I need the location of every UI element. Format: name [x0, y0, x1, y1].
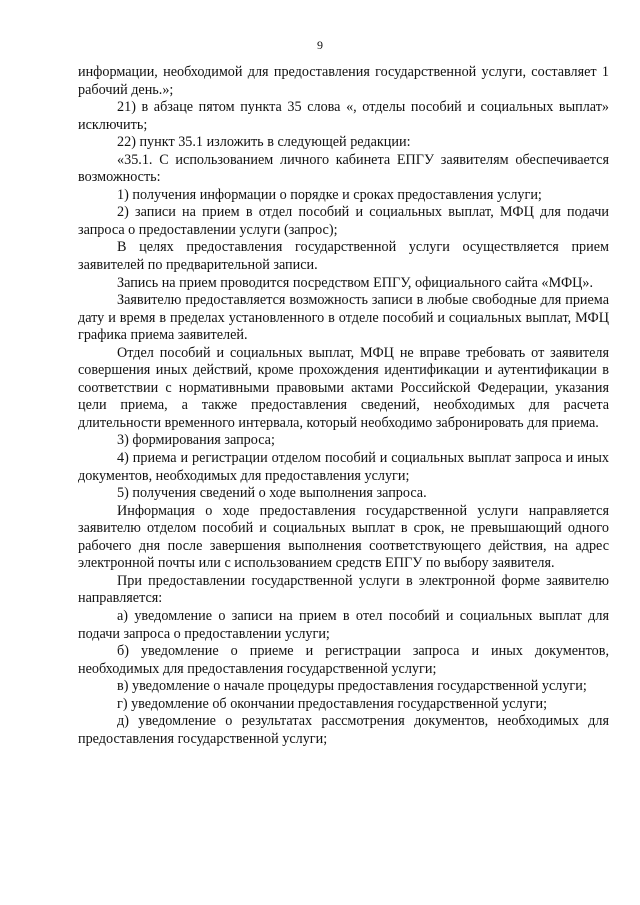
paragraph-subitem-5: 5) получения сведений о ходе выполнения запроса.: [117, 485, 427, 502]
paragraph-text: При предоставлении государственной услуги в электронной форме заявителю направляется:: [78, 572, 609, 607]
paragraph-subitem-3: 3) формирования запроса;: [117, 432, 275, 449]
document-body: [78, 64, 609, 748]
paragraph-notice-d: д) уведомление о результатах рассмотрения документов, необходимых для предоставления государственной услуги;: [78, 713, 609, 747]
paragraph-text: Заявителю предоставляется возможность записи в любые свободные для приема дату и время в пределах установленного в отделе пособий и социальных выплат, МФЦ графика приема заявителей.: [78, 292, 609, 344]
paragraph-text: Запись на прием проводится посредством ЕПГУ, официального сайта «МФЦ».: [117, 274, 594, 291]
paragraph-item-21: 21) в абзаце пятом пункта 35 слова «, отделы пособий и социальных выплат» исключить;: [78, 99, 609, 133]
paragraph-item-22: 22) пункт 35.1 изложить в следующей редакции:: [117, 134, 411, 151]
paragraph-notice-g: г) уведомление об окончании предоставления государственной услуги;: [117, 695, 548, 712]
paragraph-text: Информация о ходе предоставления государственной услуги направляется заявителю отделом пособий и социальных выплат в срок, не превышающий одного рабочего дня после завершения выполнения соответствующего действия, на адрес электронной почты или с использованием средств ЕПГУ по выбору заявителя.: [78, 502, 609, 572]
paragraph-text: Отдел пособий и социальных выплат, МФЦ не вправе требовать от заявителя совершения иных действий, кроме прохождения идентификации и аутентификации в соответствии с нормативными правовыми актами Российской Федерации, указания цели приема, а также предоставления сведений, необходимых для расчета длительности временного интервала, который необходимо забронировать для приема.: [78, 344, 609, 431]
paragraph-notice-a: а) уведомление о записи на прием в отел пособий и социальных выплат для подачи запроса о предоставлении услуги;: [78, 607, 609, 642]
paragraph-notice-v: в) уведомление о начале процедуры предоставления государственной услуги;: [117, 678, 587, 695]
paragraph-subitem-2: 2) записи на прием в отдел пособий и социальных выплат, МФЦ для подачи запроса о предоставлении услуги (запрос);: [78, 204, 609, 238]
paragraph-text: В целях предоставления государственной услуги осуществляется прием заявителей по предварительной записи.: [78, 239, 609, 274]
paragraph-clause-35-1: «35.1. С использованием личного кабинета ЕПГУ заявителям обеспечивается возможность:: [78, 151, 609, 186]
paragraph-continuation: информации, необходимой для предоставления государственной услуги, составляет 1 рабочий день.»;: [78, 64, 609, 98]
paragraph-notice-b: б) уведомление о приеме и регистрации запроса и иных документов, необходимых для предоставления государственной услуги;: [78, 643, 609, 677]
paragraph-subitem-1: 1) получения информации о порядке и сроках предоставления услуги;: [117, 186, 542, 203]
paragraph-subitem-4: 4) приема и регистрации отделом пособий и социальных выплат запроса и иных документов, необходимых для предоставления услуги;: [78, 450, 609, 484]
page-number: 9: [317, 38, 323, 52]
